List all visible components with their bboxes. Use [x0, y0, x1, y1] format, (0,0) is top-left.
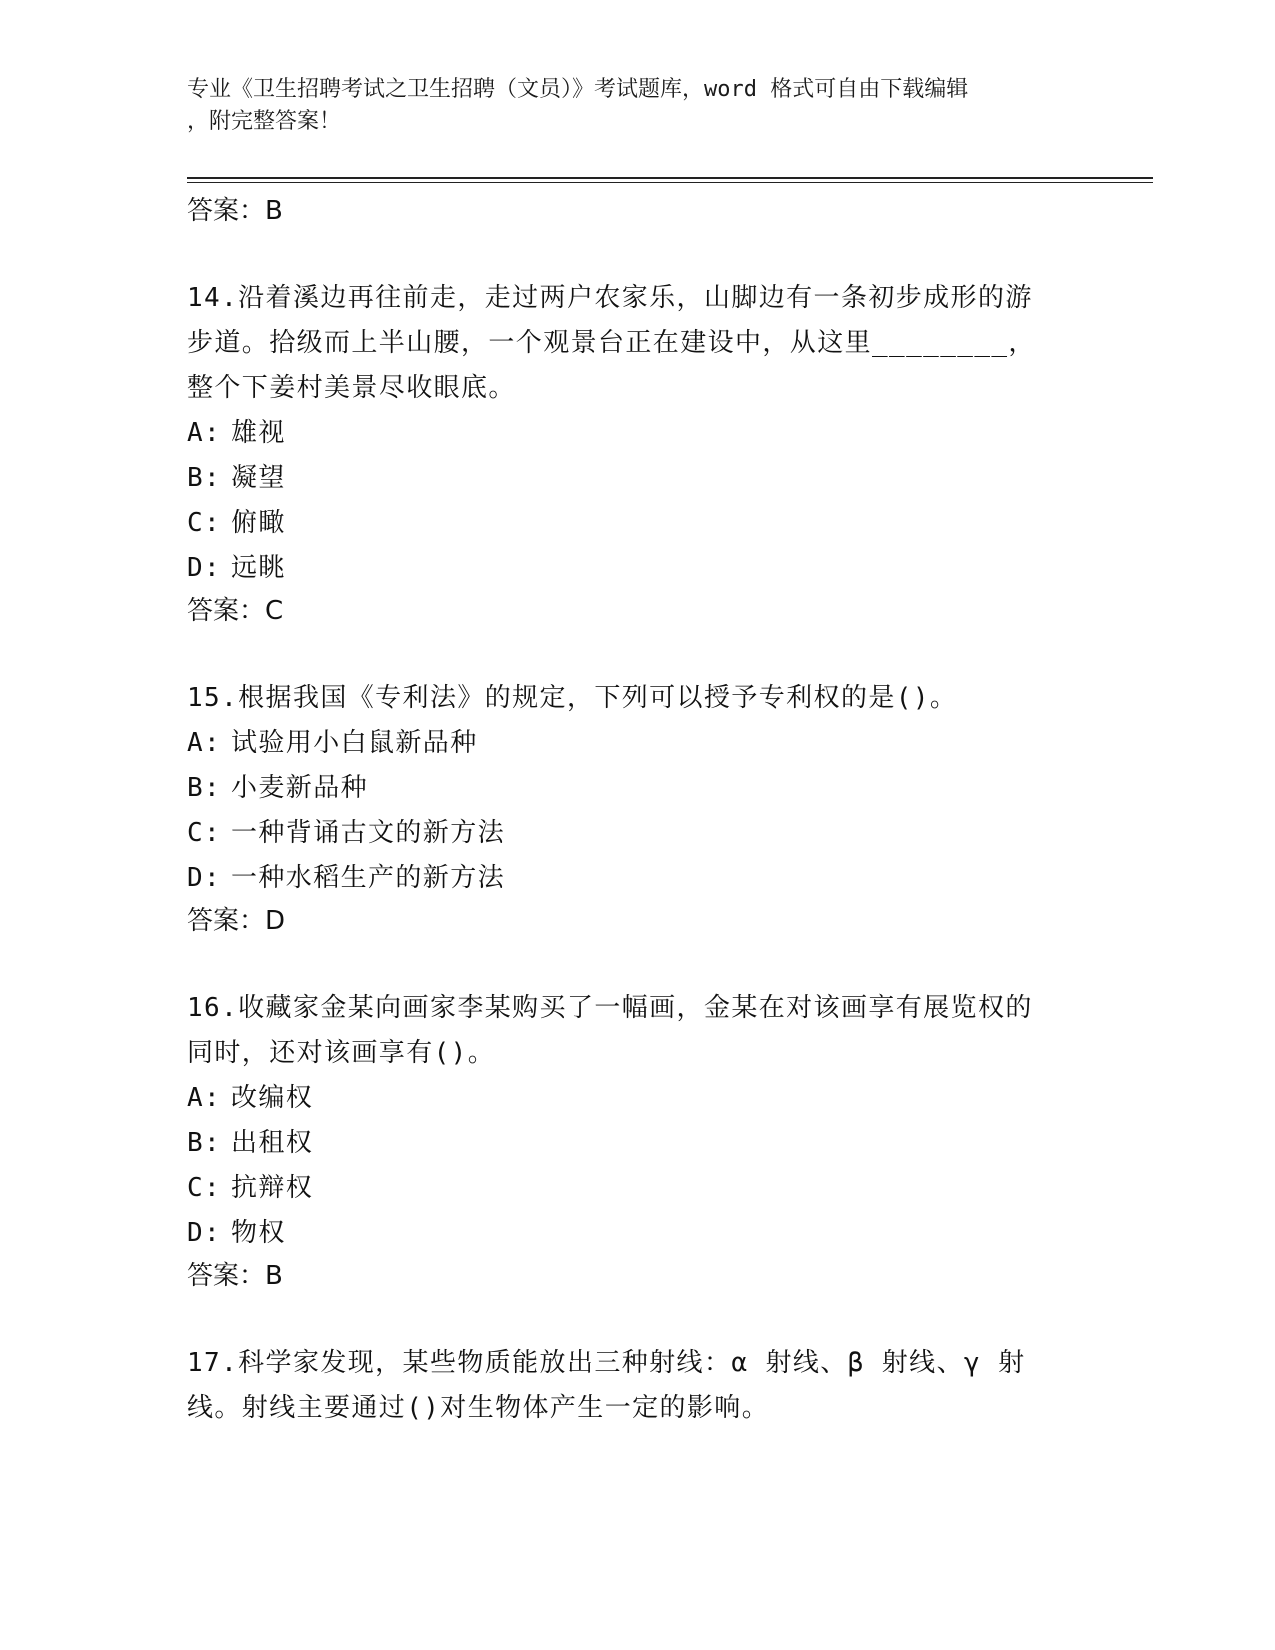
option-c	[187, 501, 1087, 546]
option-letter: D:	[187, 1218, 222, 1248]
question-text-line: 步道。拾级而上半山腰，一个观景台正在建设中，从这里________，	[187, 328, 1036, 358]
option-a	[187, 721, 1087, 766]
option-text: 小麦新品种	[231, 773, 369, 803]
option-text: 出租权	[231, 1128, 314, 1158]
answer-line: 答案：C	[187, 596, 284, 626]
option-text: 远眺	[231, 553, 286, 583]
option-text: 物权	[231, 1218, 286, 1248]
option-text: 一种背诵古文的新方法	[231, 818, 506, 848]
answer-line: 答案：D	[187, 906, 286, 936]
option-text: 改编权	[231, 1083, 314, 1113]
answer-line: 答案：B	[187, 196, 283, 226]
option-a	[187, 411, 1087, 456]
page-header	[187, 74, 1067, 138]
option-letter: D:	[187, 553, 222, 583]
question-list	[187, 193, 1087, 1431]
option-b	[187, 766, 1087, 811]
option-letter: A:	[187, 728, 222, 758]
option-d	[187, 856, 1087, 901]
option-text: 一种水稻生产的新方法	[231, 863, 506, 893]
answer-line: 答案：B	[187, 1261, 283, 1291]
option-a	[187, 1076, 1087, 1121]
option-b	[187, 1121, 1087, 1166]
option-letter: A:	[187, 418, 222, 448]
question-text-line: 16.收藏家金某向画家李某购买了一幅画，金某在对该画享有展览权的	[187, 993, 1033, 1023]
option-letter: B:	[187, 773, 222, 803]
question-17	[187, 1341, 1087, 1431]
question-16	[187, 986, 1087, 1294]
option-letter: B:	[187, 1128, 222, 1158]
option-d	[187, 546, 1087, 591]
question-text-line: 同时，还对该画享有()。	[187, 1038, 496, 1068]
option-text: 俯瞰	[231, 508, 286, 538]
question-15	[187, 676, 1087, 939]
question-text-line: 15.根据我国《专利法》的规定，下列可以授予专利权的是()。	[187, 683, 958, 713]
option-c	[187, 811, 1087, 856]
option-c	[187, 1166, 1087, 1211]
option-letter: C:	[187, 1173, 222, 1203]
header-line-1: 专业《卫生招聘考试之卫生招聘（文员）》考试题库，word 格式可自由下载编辑	[187, 77, 969, 102]
question-14	[187, 276, 1087, 629]
header-rule-thin	[187, 182, 1153, 183]
option-text: 雄视	[231, 418, 286, 448]
option-letter: C:	[187, 508, 222, 538]
question-text-line: 整个下姜村美景尽收眼底。	[187, 373, 516, 403]
question-text-line: 线。射线主要通过()对生物体产生一定的影响。	[187, 1393, 770, 1423]
option-text: 凝望	[231, 463, 286, 493]
option-d	[187, 1211, 1087, 1256]
option-letter: A:	[187, 1083, 222, 1113]
question-text-line: 14.沿着溪边再往前走，走过两户农家乐，山脚边有一条初步成形的游	[187, 283, 1033, 313]
option-letter: B:	[187, 463, 222, 493]
header-line-2: ，附完整答案！	[187, 109, 342, 134]
option-b	[187, 456, 1087, 501]
header-rule-thick	[187, 177, 1153, 179]
option-letter: C:	[187, 818, 222, 848]
question-text-line: 17.科学家发现，某些物质能放出三种射线：α 射线、β 射线、γ 射	[187, 1348, 1026, 1378]
option-text: 试验用小白鼠新品种	[231, 728, 478, 758]
option-text: 抗辩权	[231, 1173, 314, 1203]
option-letter: D:	[187, 863, 222, 893]
